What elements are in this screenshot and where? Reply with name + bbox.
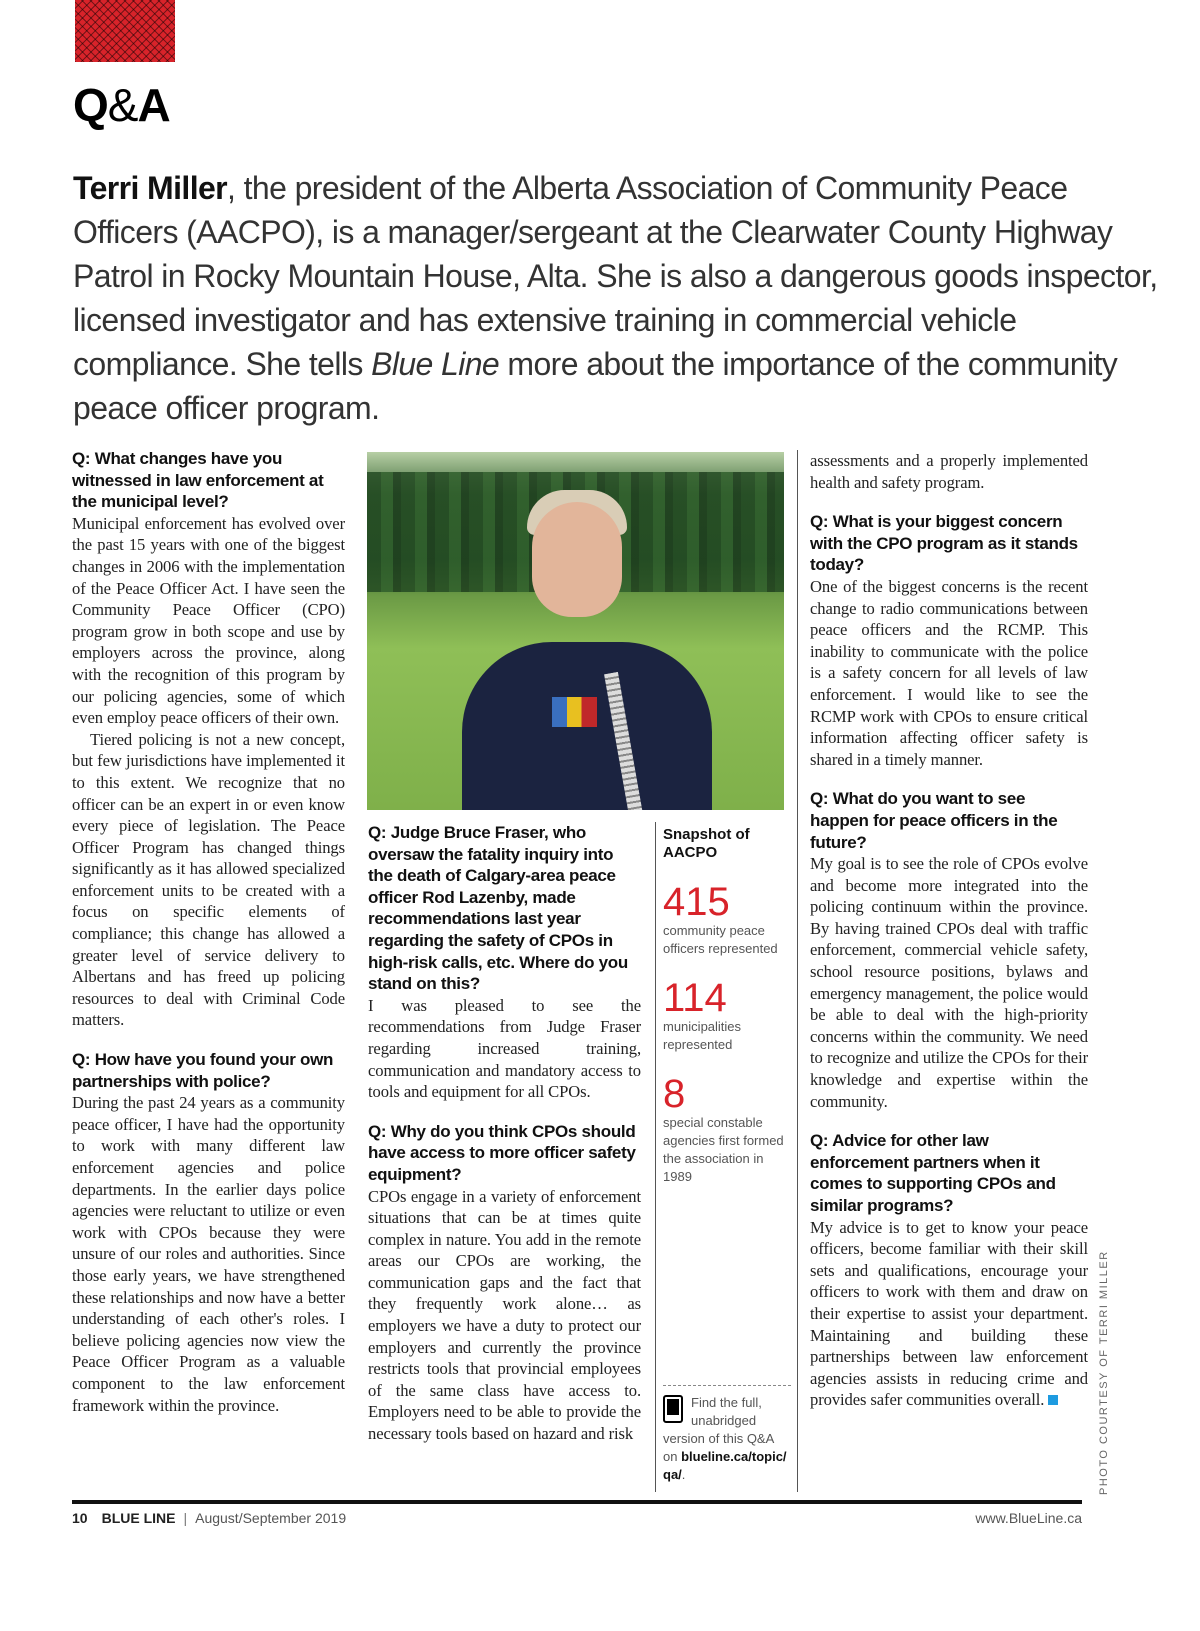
footer-publication: BLUE LINE xyxy=(101,1510,176,1526)
footer xyxy=(72,1510,1082,1526)
interviewee-name: Terri Miller xyxy=(73,170,228,206)
end-mark-icon xyxy=(1048,1395,1058,1405)
find-end: . xyxy=(681,1467,686,1482)
question: Q: What do you want to see happen for peace officers in the future? xyxy=(810,789,1058,852)
question: Q: Why do you think CPOs should have access to more officer safety equipment? xyxy=(368,1121,636,1184)
column-1 xyxy=(72,448,345,1416)
footer-rule xyxy=(72,1500,1082,1504)
photo-credit: PHOTO COURTESY OF TERRI MILLER xyxy=(1098,1250,1110,1495)
publication-name: Blue Line xyxy=(371,346,500,382)
title-q: Q xyxy=(73,79,108,131)
answer: CPOs engage in a variety of enforcement situations that can be at times quite complex in nature. You add in the remote areas our CPOs are working, the communication gaps and the fact that they frequently work alone… as employers we have a duty to protect our employers and currently the province restricts tools that provincial employees of the same class have access to. Employers need to be able to provide the necessary tools based on hazard and risk xyxy=(368,1186,641,1444)
stat-number: 415 xyxy=(663,880,730,924)
section-title xyxy=(73,78,170,132)
page-number: 10 xyxy=(72,1510,88,1526)
footer-separator: | xyxy=(183,1510,188,1526)
stat-number: 114 xyxy=(663,976,727,1020)
find-online-box xyxy=(663,1385,791,1484)
answer: assessments and a properly implemented health and safety program. xyxy=(810,451,1088,492)
sidebar-title: Snapshot of AACPO xyxy=(663,826,750,861)
find-text: Find the full, unabridged version of this Q&A on xyxy=(663,1395,774,1464)
intro-text: , the president of the Alberta Association of Community Peace Officers (AACPO), is a manager/sergeant at the Clearwater County Highway Patrol in Rocky Mountain House, Alta. She is also a dangerous goods inspector, licensed investigator and has extensive training in commercial vehicle compliance. She tells xyxy=(73,170,1158,382)
stat-label: municipalities represented xyxy=(663,1019,742,1052)
question: Q: Judge Bruce Fraser, who oversaw the fatality inquiry into the death of Calgary-area peace officer Rod Lazenby, made recommendations last year regarding the safety of CPOs in high-risk calls, etc. Where do you stand on this? xyxy=(368,823,628,994)
answer: Municipal enforcement has evolved over the past 15 years with one of the biggest changes in 2006 with the implementation of the Peace Officer Act. I have seen the Community Peace Officer (CPO) program grow in both scope and use by employers across the province, along with the recognition of this program by our policing agencies, some of which even employ peace officers of their own. xyxy=(72,513,345,728)
snapshot-sidebar xyxy=(663,826,793,1186)
tablet-icon xyxy=(663,1395,683,1423)
portrait-photo xyxy=(367,452,784,810)
footer-issue: August/September 2019 xyxy=(195,1510,347,1526)
column-2 xyxy=(368,822,641,1445)
answer: I was pleased to see the recommendations from Judge Fraser regarding increased training, communication and mandatory access to tools and equipment for all CPOs. xyxy=(368,995,641,1102)
question: Q: What changes have you witnessed in law enforcement at the municipal level? xyxy=(72,449,324,512)
title-a: A xyxy=(137,79,170,131)
answer: My advice is to get to know your peace officers, become familiar with their skill sets and qualifications, encourage your officers to work with them and draw on their expertise to assist your department. Maintaining and building these partnerships between law enforcement agencies assists in reducing crime and provides safer communities overall. xyxy=(810,1217,1088,1410)
stat-label: community peace officers represented xyxy=(663,923,778,956)
answer: My goal is to see the role of CPOs evolve and become more integrated into the policing continuum within the province. By having trained CPOs deal with traffic enforcement, commercial vehicle safety, school resource positions, bylaws and emergency management, the police would be able to deal with the high-priority concerns within the community. We need to recognize and utilize the CPOs for their knowledge and expertise within the community. xyxy=(810,854,1088,1111)
question: Q: What is your biggest concern with the CPO program as it stands today? xyxy=(810,512,1078,575)
answer: One of the biggest concerns is the recent change to radio communications between peace officers and the RCMP. This inability to communicate with the police is a safety concern for all levels of law enforcement. I would like to see the RCMP work with CPOs to ensure critical information affecting officer safety is shared in a timely manner. xyxy=(810,576,1088,769)
column-divider xyxy=(797,450,798,1492)
title-amp: & xyxy=(107,79,138,131)
answer: Tiered policing is not a new concept, but few jurisdictions have implemented it to this extent. We recognize that no officer can be an expert in or even know every piece of legislation. The Peace Officer Program has changed things significantly as it has allowed specialized enforcement units to be created with a focus on specific elements of compliance; this change has allowed a greater level of service delivery to Albertans and has freed up policing resources to deal with Criminal Code matters. xyxy=(72,729,345,1030)
column-3 xyxy=(810,450,1088,1411)
qa-link[interactable]: blueline.ca/topic/qa/ xyxy=(663,1449,787,1482)
question: Q: How have you found your own partnerships with police? xyxy=(72,1050,334,1091)
question: Q: Advice for other law enforcement partners when it comes to supporting CPOs and similar programs? xyxy=(810,1131,1056,1215)
intro-paragraph xyxy=(73,166,1163,430)
answer: During the past 24 years as a community peace officer, I have had the opportunity to work with many different law enforcement agencies and police departments. In the earlier days police agencies were reluctant to utilize or even work with CPOs because they were unsure of our roles and authorities. Since those early years, we have strengthened these relationships and now have a better understanding of each other's roles. I believe policing agencies now view the Peace Officer Program as a valuable component to the law enforcement framework within the province. xyxy=(72,1093,345,1415)
intro-text-end: more about the importance of the community peace officer program. xyxy=(73,346,1118,426)
footer-website[interactable]: www.BlueLine.ca xyxy=(975,1510,1082,1526)
column-divider xyxy=(655,822,656,1492)
stat-label: special constable agencies first formed the association in 1989 xyxy=(663,1115,784,1184)
stat-number: 8 xyxy=(663,1072,686,1116)
section-logo-block xyxy=(75,0,175,62)
